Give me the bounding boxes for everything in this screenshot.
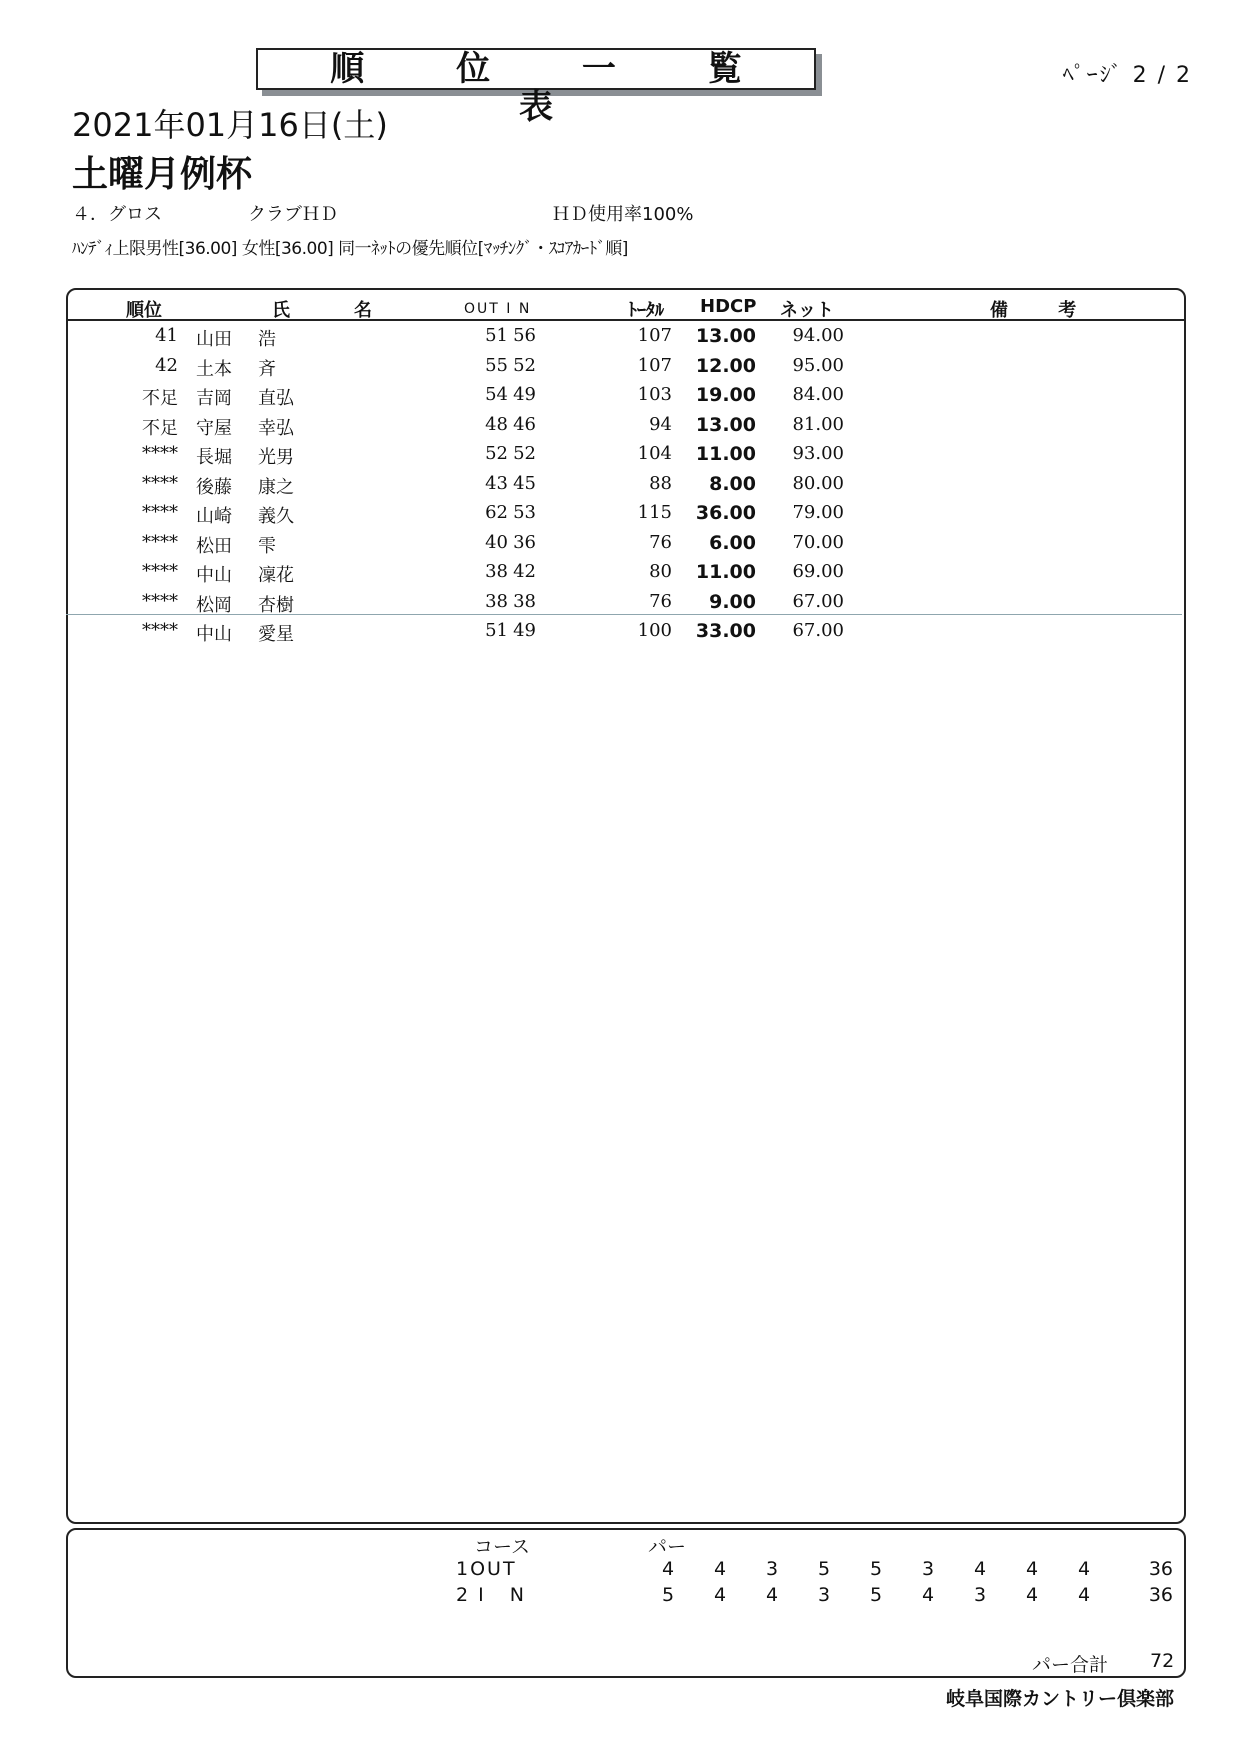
table-row	[0, 352, 1240, 381]
table-row	[0, 411, 1240, 440]
net-cell: 69.00	[792, 561, 844, 582]
rank-cell: ****	[142, 590, 178, 612]
par-cell: 4	[713, 1584, 727, 1606]
par-cell: 4	[1077, 1584, 1091, 1606]
course-name-in: 2I N	[456, 1584, 534, 1606]
out-cell: 55	[485, 354, 508, 376]
in-cell: 56	[513, 325, 536, 346]
table-row	[0, 440, 1240, 469]
par-cell: 5	[817, 1558, 831, 1580]
out-cell: 51	[485, 325, 508, 346]
hdcp-cell: 12.00	[695, 354, 756, 377]
club-name: 岐阜国際カントリー倶楽部	[945, 1688, 1174, 1710]
out-cell: 51	[485, 620, 508, 641]
total-cell: 76	[649, 590, 672, 612]
rank-cell: 42	[155, 354, 178, 376]
surname-cell: 中山	[196, 624, 232, 645]
given-name-cell: 幸弘	[258, 417, 294, 439]
rank-cell: ****	[142, 502, 178, 523]
hdcp-cell: 13.00	[695, 325, 756, 347]
surname-cell: 松岡	[196, 594, 232, 616]
total-cell: 103	[637, 384, 672, 405]
table-row	[0, 558, 1240, 587]
par-cell: 5	[869, 1584, 883, 1606]
total-cell: 100	[637, 620, 672, 641]
out-cell: 62	[485, 502, 508, 523]
net-cell: 67.00	[792, 620, 844, 641]
net-cell: 81.00	[792, 413, 844, 435]
total-cell: 76	[649, 531, 672, 553]
surname-cell: 山田	[196, 329, 232, 350]
hdcp-cell: 13.00	[695, 413, 756, 436]
col-hdcp: HDCP	[700, 296, 757, 317]
net-cell: 70.00	[792, 531, 844, 553]
given-name-cell: 直弘	[258, 388, 294, 409]
surname-cell: 長堀	[196, 447, 232, 468]
hdcp-cell: 9.00	[709, 590, 756, 613]
hdcp-cell: 11.00	[695, 443, 756, 465]
total-cell: 104	[637, 443, 672, 464]
table-row	[0, 322, 1240, 351]
par-cell: 4	[1025, 1558, 1039, 1580]
surname-cell: 土本	[196, 358, 232, 380]
rank-cell: ****	[142, 443, 178, 464]
in-cell: 49	[513, 384, 536, 405]
hdcp-cell: 6.00	[709, 531, 756, 554]
rank-cell: ****	[142, 531, 178, 553]
page-number: ﾍﾟｰｼﾞ 2 / 2	[1062, 63, 1192, 88]
par-cell: 4	[661, 1558, 675, 1580]
par-cell: 4	[973, 1558, 987, 1580]
par-cell: 5	[869, 1558, 883, 1580]
par-cell: 3	[765, 1558, 779, 1580]
rank-cell: ****	[142, 620, 178, 641]
page-title: 順 位 一 覧 表	[330, 49, 782, 127]
handicap-note: ﾊﾝﾃﾞｨ上限男性[36.00] 女性[36.00] 同一ﾈｯﾄの優先順位[ﾏｯﾁﾝｸﾞ・ｽｺｱｶｰﾄﾞ順]	[72, 239, 628, 259]
in-cell: 36	[513, 531, 536, 553]
info-row	[72, 200, 972, 224]
given-name-cell: 光男	[258, 447, 294, 468]
rank-cell: ****	[142, 561, 178, 582]
table-row	[0, 617, 1240, 646]
table-row	[0, 470, 1240, 499]
rank-cell: 不足	[142, 388, 178, 409]
par-cell: 4	[1077, 1558, 1091, 1580]
total-cell: 88	[649, 472, 672, 494]
surname-cell: 中山	[196, 565, 232, 586]
total-cell: 94	[649, 413, 672, 435]
out-cell: 40	[485, 531, 508, 553]
in-cell: 49	[513, 620, 536, 641]
surname-cell: 守屋	[196, 417, 232, 439]
course-label: コース	[474, 1536, 531, 1558]
hdcp-cell: 36.00	[695, 502, 756, 524]
surname-cell: 後藤	[196, 476, 232, 498]
par-cell: 4	[921, 1584, 935, 1606]
net-cell: 79.00	[792, 502, 844, 523]
rank-cell: 不足	[142, 417, 178, 439]
col-out-in: OUT I N	[464, 301, 532, 317]
par-label: パー	[648, 1536, 687, 1558]
in-cell: 46	[513, 413, 536, 435]
hdcp-cell: 33.00	[695, 620, 756, 642]
event-name: 土曜月例杯	[72, 154, 253, 195]
given-name-cell: 愛星	[258, 624, 294, 645]
out-cell: 48	[485, 413, 508, 435]
par-cell: 4	[1025, 1584, 1039, 1606]
col-total: ﾄｰﾀﾙ	[628, 300, 664, 321]
category: ４．グロス	[72, 204, 162, 225]
col-name-1: 氏	[272, 300, 290, 321]
col-name-2: 名	[354, 300, 372, 321]
given-name-cell: 凜花	[258, 565, 294, 586]
surname-cell: 山崎	[196, 506, 232, 527]
par-total-value: 72	[1150, 1650, 1175, 1672]
net-cell: 93.00	[792, 443, 844, 464]
net-cell: 95.00	[792, 354, 844, 376]
event-date: 2021年01月16日(土)	[72, 106, 388, 144]
row-separator	[66, 614, 1182, 615]
out-cell: 54	[485, 384, 508, 405]
par-cell: 3	[973, 1584, 987, 1606]
col-remarks: 備 考	[990, 300, 1099, 321]
in-cell: 53	[513, 502, 536, 523]
total-cell: 80	[649, 561, 672, 582]
rank-cell: ****	[142, 472, 178, 494]
rank-cell: 41	[155, 325, 178, 346]
surname-cell: 吉岡	[196, 388, 232, 409]
out-cell: 52	[485, 443, 508, 464]
in-cell: 52	[513, 354, 536, 376]
total-cell: 107	[637, 325, 672, 346]
col-rank: 順位	[126, 300, 162, 321]
hd-rate: ＨＤ使用率100%	[552, 204, 694, 225]
title-box	[256, 48, 816, 127]
net-cell: 80.00	[792, 472, 844, 494]
out-cell: 43	[485, 472, 508, 494]
table-row	[0, 381, 1240, 410]
net-cell: 67.00	[792, 590, 844, 612]
net-cell: 84.00	[792, 384, 844, 405]
course-name-out: 1OUT	[456, 1558, 517, 1580]
par-total-cell: 36	[1148, 1584, 1173, 1606]
table-row	[0, 499, 1240, 528]
in-cell: 42	[513, 561, 536, 582]
given-name-cell: 浩	[258, 329, 276, 350]
given-name-cell: 杏樹	[258, 594, 294, 616]
par-cell: 3	[817, 1584, 831, 1606]
hd-type: クラブＨＤ	[248, 204, 338, 225]
col-net: ネット	[780, 300, 834, 321]
hdcp-cell: 8.00	[709, 472, 756, 495]
total-cell: 107	[637, 354, 672, 376]
in-cell: 38	[513, 590, 536, 612]
out-cell: 38	[485, 590, 508, 612]
given-name-cell: 義久	[258, 506, 294, 527]
table-row	[0, 529, 1240, 558]
table-row	[0, 588, 1240, 617]
par-total-label: パー合計	[1032, 1654, 1109, 1676]
surname-cell: 松田	[196, 535, 232, 557]
hdcp-cell: 11.00	[695, 561, 756, 583]
given-name-cell: 斉	[258, 358, 276, 380]
in-cell: 52	[513, 443, 536, 464]
par-cell: 3	[921, 1558, 935, 1580]
par-total-cell: 36	[1148, 1558, 1173, 1580]
par-cell: 4	[713, 1558, 727, 1580]
total-cell: 115	[637, 502, 672, 523]
hdcp-cell: 19.00	[695, 384, 756, 406]
par-cell: 4	[765, 1584, 779, 1606]
par-cell: 5	[661, 1584, 675, 1606]
given-name-cell: 雫	[258, 535, 276, 557]
out-cell: 38	[485, 561, 508, 582]
net-cell: 94.00	[792, 325, 844, 346]
given-name-cell: 康之	[258, 476, 294, 498]
in-cell: 45	[513, 472, 536, 494]
